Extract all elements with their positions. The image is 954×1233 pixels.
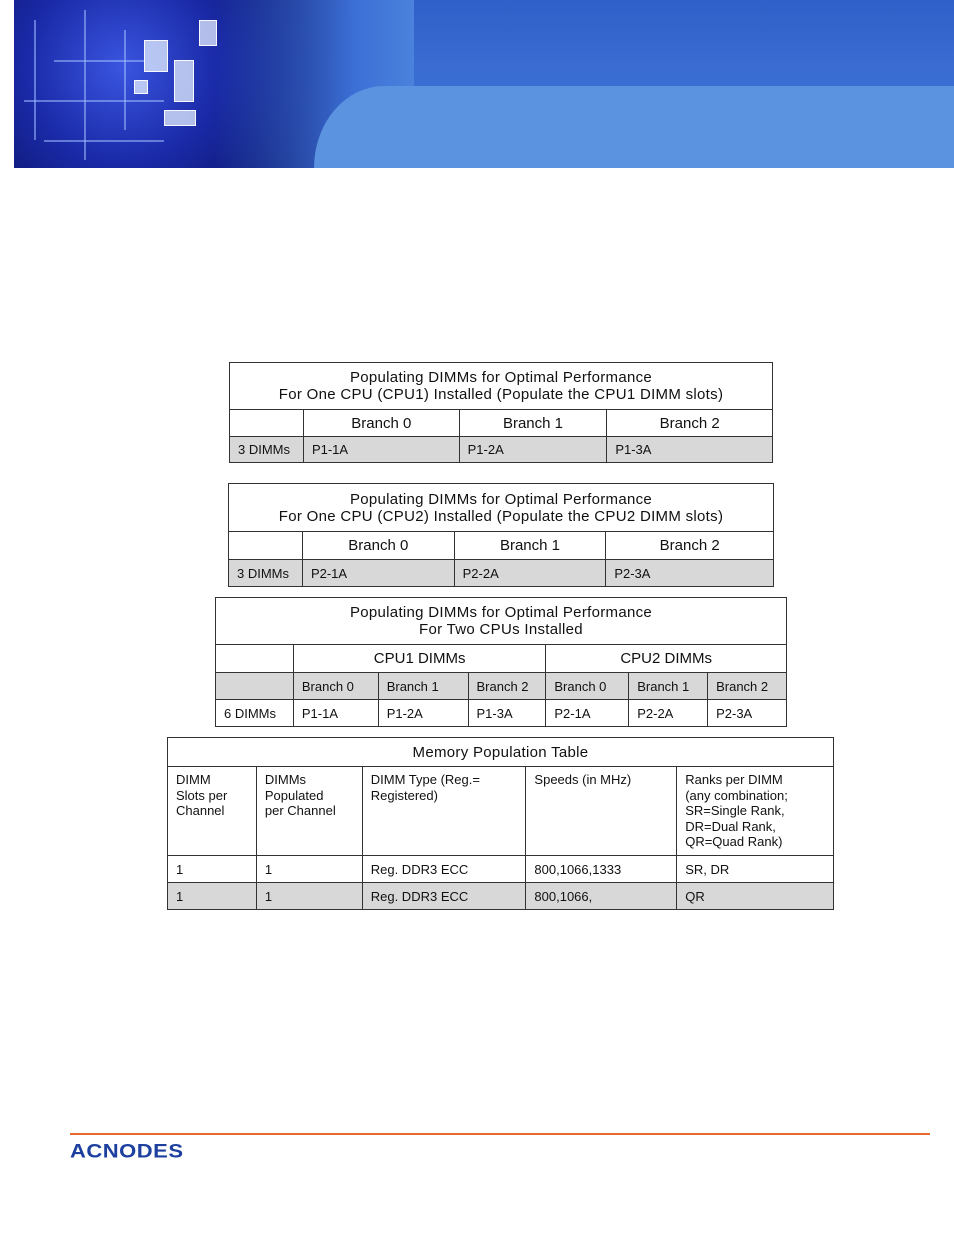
cell-type: Reg. DDR3 ECC xyxy=(362,883,526,910)
footer-rule xyxy=(70,1133,930,1135)
header-branch-1: Branch 1 xyxy=(454,532,606,560)
cell-branch-2: P1-3A xyxy=(607,437,773,463)
cpu2-population-table xyxy=(228,483,774,587)
row-label: 3 DIMMs xyxy=(230,437,304,463)
header-cell-empty xyxy=(216,645,294,673)
row-label: 3 DIMMs xyxy=(229,560,303,587)
table-title: Memory Population Table xyxy=(168,738,834,767)
header-text: Ranks per DIMM (any combination; SR=Single Rank, DR=Dual Rank, QR=Quad Rank) xyxy=(685,772,788,849)
cell-branch-0: P1-1A xyxy=(303,437,459,463)
cell-populated: 1 xyxy=(256,883,362,910)
row-label: 6 DIMMs xyxy=(216,700,294,727)
header-branch-0: Branch 0 xyxy=(302,532,454,560)
title-line-2: For One CPU (CPU1) Installed (Populate the CPU1 DIMM slots) xyxy=(278,386,724,403)
two-cpu-population-table xyxy=(215,597,787,727)
title-line-2: For One CPU (CPU2) Installed (Populate the CPU2 DIMM slots) xyxy=(278,507,724,525)
title-line-1: Populating DIMMs for Optimal Performance xyxy=(349,604,653,621)
table-title xyxy=(230,363,773,410)
cell-cpu1-branch-0: P1-1A xyxy=(293,700,378,727)
subheader-cell-empty xyxy=(216,673,294,700)
table-row xyxy=(168,883,834,910)
header-cpu1-branch-1: Branch 1 xyxy=(378,673,468,700)
header-cpu2-branch-0: Branch 0 xyxy=(546,673,629,700)
header-branch-1: Branch 1 xyxy=(459,410,607,437)
cell-slots: 1 xyxy=(168,883,257,910)
header-cpu1-branch-2: Branch 2 xyxy=(468,673,546,700)
cpu1-population-table xyxy=(229,362,773,463)
header-speeds xyxy=(526,767,677,856)
table-row xyxy=(168,856,834,883)
header-dimm-type xyxy=(362,767,526,856)
cell-type: Reg. DDR3 ECC xyxy=(362,856,526,883)
header-text: DIMM Slots per Channel xyxy=(176,772,228,818)
header-branch-0: Branch 0 xyxy=(303,410,459,437)
cell-cpu1-branch-2: P1-3A xyxy=(468,700,546,727)
header-branch-2: Branch 2 xyxy=(606,532,774,560)
cell-speeds: 800,1066,1333 xyxy=(526,856,677,883)
acnodes-logo: ACNODES xyxy=(70,1139,184,1162)
header-cpu1-dimms: CPU1 DIMMs xyxy=(293,645,546,673)
header-cpu2-dimms: CPU2 DIMMs xyxy=(546,645,787,673)
table-row xyxy=(229,560,774,587)
cell-cpu1-branch-1: P1-2A xyxy=(378,700,468,727)
cell-speeds: 800,1066, xyxy=(526,883,677,910)
header-branch-2: Branch 2 xyxy=(607,410,773,437)
header-cell-empty xyxy=(230,410,304,437)
title-line-1: Populating DIMMs for Optimal Performance xyxy=(349,369,653,386)
banner-tab-shape xyxy=(314,86,954,168)
cell-populated: 1 xyxy=(256,856,362,883)
table-row xyxy=(230,437,773,463)
cell-slots: 1 xyxy=(168,856,257,883)
title-line-2: For Two CPUs Installed xyxy=(419,621,583,638)
cell-ranks: QR xyxy=(677,883,834,910)
table-row xyxy=(216,700,787,727)
header-text: DIMMs Populated per Channel xyxy=(264,772,336,818)
header-cpu2-branch-2: Branch 2 xyxy=(708,673,787,700)
cell-branch-2: P2-3A xyxy=(606,560,774,587)
header-cpu2-branch-1: Branch 1 xyxy=(629,673,708,700)
table-title xyxy=(229,484,774,532)
title-line-1: Populating DIMMs for Optimal Performance xyxy=(349,490,653,508)
header-cell-empty xyxy=(229,532,303,560)
cell-cpu2-branch-0: P2-1A xyxy=(546,700,629,727)
table-title xyxy=(216,598,787,645)
header-slots-per-channel xyxy=(168,767,257,856)
header-dimms-populated xyxy=(256,767,362,856)
cell-branch-1: P1-2A xyxy=(459,437,607,463)
cell-branch-0: P2-1A xyxy=(302,560,454,587)
header-ranks xyxy=(677,767,834,856)
cell-branch-1: P2-2A xyxy=(454,560,606,587)
memory-population-table xyxy=(167,737,834,910)
header-text: DIMM Type (Reg.= Registered) xyxy=(370,772,480,803)
header-banner xyxy=(14,0,954,168)
header-text: Speeds (in MHz) xyxy=(534,772,632,787)
cell-cpu2-branch-2: P2-3A xyxy=(708,700,787,727)
cell-cpu2-branch-1: P2-2A xyxy=(629,700,708,727)
header-cpu1-branch-0: Branch 0 xyxy=(293,673,378,700)
cell-ranks: SR, DR xyxy=(677,856,834,883)
